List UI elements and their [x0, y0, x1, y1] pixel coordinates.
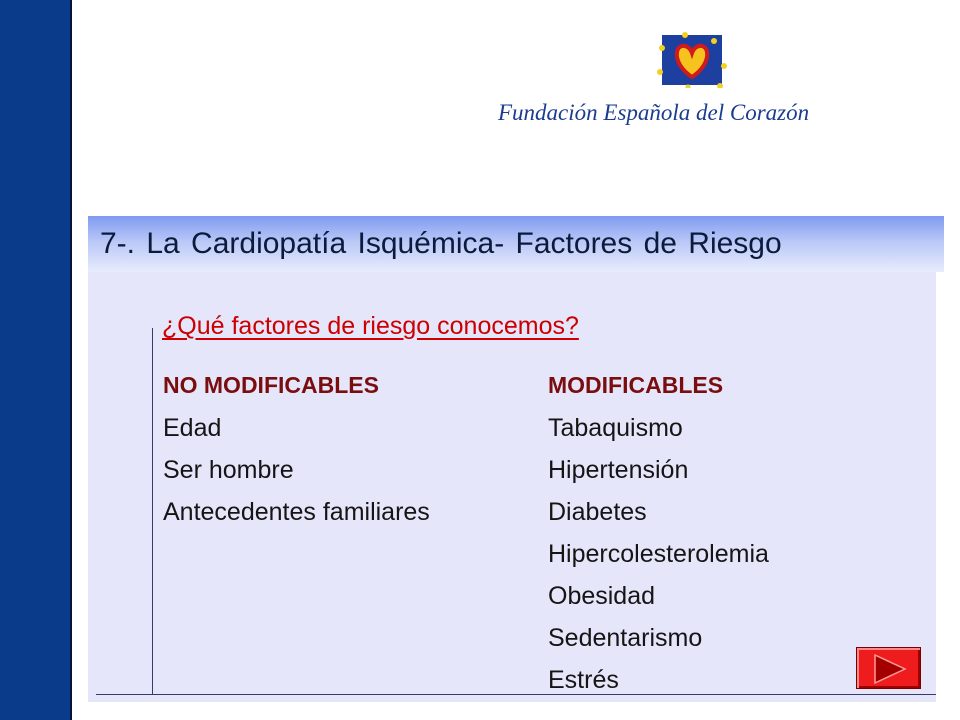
- list-item: Sedentarismo: [548, 624, 703, 652]
- list-item: Hipercolesterolemia: [548, 540, 769, 568]
- left-sidebar-bar: [0, 0, 72, 720]
- list-item: Diabetes: [548, 498, 647, 526]
- list-item: Ser hombre: [163, 456, 294, 484]
- next-slide-button[interactable]: [856, 647, 921, 689]
- play-right-icon: [857, 648, 922, 690]
- list-item: Hipertensión: [548, 456, 689, 484]
- question-link[interactable]: ¿Qué factores de riesgo conocemos?: [162, 312, 579, 340]
- slide-title: 7-. La Cardiopatía Isquémica- Factores de Riesgo: [100, 227, 782, 260]
- list-item: Edad: [163, 414, 222, 442]
- non-modifiable-list: [163, 407, 430, 533]
- list-item: Estrés: [548, 666, 619, 694]
- heart-sun-logo-icon: [652, 30, 732, 88]
- modifiable-list: [548, 407, 769, 701]
- list-item: Tabaquismo: [548, 414, 683, 442]
- non-modifiable-heading: NO MODIFICABLES: [163, 372, 379, 398]
- bracket-line-vertical: [152, 328, 153, 695]
- modifiable-heading: MODIFICABLES: [548, 372, 724, 398]
- list-item: Obesidad: [548, 582, 656, 610]
- list-item: Antecedentes familiares: [163, 498, 430, 526]
- title-bar: [88, 216, 944, 272]
- organization-name: Fundación Española del Corazón: [498, 100, 810, 125]
- bracket-line-horizontal: [96, 694, 936, 695]
